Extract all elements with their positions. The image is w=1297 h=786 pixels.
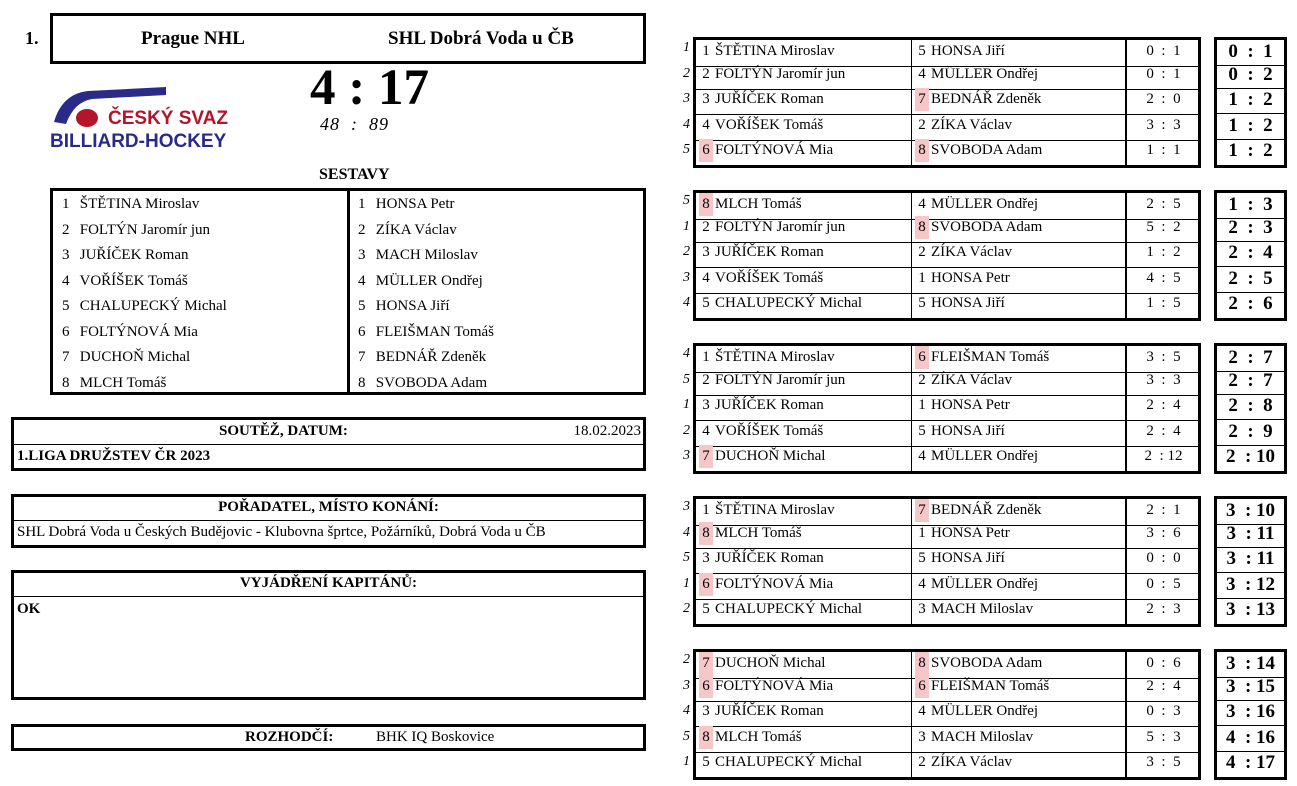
home-player-number: 6: [699, 139, 713, 162]
game-row: [693, 573, 1201, 599]
away-player-number: 3: [918, 728, 926, 745]
away-player-name: BEDNÁŘ Zdeněk: [931, 502, 1042, 518]
running-total: 3 : 16: [1214, 700, 1287, 726]
home-player-name: ŠTĚTINA Miroslav: [715, 502, 835, 518]
away-player-name: MACH Miloslav: [931, 728, 1034, 745]
game-home-player: [696, 547, 911, 573]
game-row: [693, 292, 1201, 321]
home-player-number: 7: [699, 652, 713, 675]
running-total: 4 : 17: [1214, 751, 1287, 780]
captain-statement-label: VYJÁDŘENÍ KAPITÁNŮ:: [239, 575, 418, 591]
home-player-number: 5: [702, 295, 710, 311]
away-player-name: ZÍKA Václav: [931, 116, 1012, 133]
game-score: 2 : 3: [1125, 598, 1200, 624]
home-player-name: MLCH Tomáš: [715, 524, 802, 541]
away-player: 8 SVOBODA Adam: [358, 374, 488, 391]
away-team-name: SHL Dobrá Voda u ČB: [388, 28, 574, 49]
game-away-player: [911, 241, 1125, 267]
running-total: 3 : 10: [1214, 496, 1287, 525]
game-away-player: [911, 63, 1125, 89]
running-total: 2 : 5: [1214, 267, 1287, 293]
game-order: 2: [683, 65, 690, 81]
home-player-name: FOLTÝNOVÁ Mia: [715, 142, 834, 158]
game-order: 4: [683, 295, 690, 310]
game-away-player: [911, 420, 1125, 446]
game-home-player: [696, 394, 911, 420]
game-home-player: [696, 267, 911, 293]
away-player-number: 8: [915, 139, 929, 162]
home-player: 8 MLCH Tomáš: [62, 374, 167, 391]
game-score: 3 : 3: [1125, 114, 1200, 140]
game-score: 0 : 6: [1125, 652, 1200, 678]
teams-header: [50, 13, 646, 64]
away-player-name: HONSA Petr: [931, 524, 1010, 541]
game-away-player: [911, 522, 1125, 548]
away-player-name: ZÍKA Václav: [931, 244, 1012, 260]
game-score: 1 : 2: [1125, 241, 1200, 267]
home-player-name: DUCHOŇ Michal: [715, 448, 826, 464]
game-score: 2 : 0: [1125, 88, 1200, 114]
home-player-name: FOLTÝN Jaromír jun: [715, 65, 846, 82]
running-total: 0 : 1: [1214, 37, 1287, 66]
game-home-player: [696, 88, 911, 114]
game-row: [693, 63, 1201, 89]
game-row: [693, 267, 1201, 293]
game-order: 3: [683, 448, 690, 463]
running-total: 3 : 12: [1214, 573, 1287, 599]
game-away-player: [911, 598, 1125, 624]
away-player-number: 5: [918, 422, 926, 439]
away-player-number: 5: [918, 295, 926, 311]
away-player-number: 8: [915, 652, 929, 675]
away-player-number: 1: [918, 269, 926, 286]
game-order: 4: [683, 116, 690, 132]
game-home-player: [696, 292, 911, 318]
competition-date: 18.02.2023: [573, 423, 641, 439]
home-player-name: VOŘÍŠEK Tomáš: [715, 116, 824, 133]
game-order: 5: [683, 371, 690, 387]
home-player-number: 2: [702, 65, 710, 82]
home-player-name: VOŘÍŠEK Tomáš: [715, 422, 824, 439]
away-player-name: SVOBODA Adam: [931, 142, 1043, 158]
home-player-name: CHALUPECKÝ Michal: [715, 601, 863, 617]
competition-label: SOUTĚŽ, DATUM:: [219, 423, 348, 439]
referee-label: ROZHODČÍ:: [245, 729, 334, 745]
home-player: 5 CHALUPECKÝ Michal: [62, 298, 227, 314]
game-away-player: [911, 292, 1125, 318]
away-player-name: MÜLLER Ondřej: [931, 575, 1039, 592]
game-row: [693, 726, 1201, 752]
running-total: 2 : 9: [1214, 420, 1287, 446]
organizer-label: POŘADATEL, MÍSTO KONÁNÍ:: [218, 499, 439, 515]
game-row: [693, 700, 1201, 726]
running-total: 2 : 8: [1214, 394, 1287, 420]
game-home-player: [696, 573, 911, 599]
running-total: 2 : 7: [1214, 343, 1287, 372]
game-order: 3: [683, 269, 690, 285]
home-player-name: FOLTÝN Jaromír jun: [715, 371, 846, 388]
away-player-number: 1: [918, 397, 926, 413]
away-player-name: SVOBODA Adam: [931, 655, 1043, 671]
home-player-number: 8: [699, 726, 713, 749]
home-player-number: 3: [702, 397, 710, 413]
game-home-player: [696, 675, 911, 701]
final-score: 4 : 17: [310, 60, 429, 116]
home-player-number: 4: [702, 269, 710, 286]
game-away-player: [911, 573, 1125, 599]
home-lineup: [62, 192, 227, 396]
game-score: 1 : 1: [1125, 139, 1200, 165]
game-score: 2 : 4: [1125, 420, 1200, 446]
running-total: 2 : 3: [1214, 216, 1287, 242]
game-row: [693, 241, 1201, 267]
running-total: 3 : 14: [1214, 649, 1287, 678]
game-score: 0 : 5: [1125, 573, 1200, 599]
running-total: 3 : 13: [1214, 598, 1287, 627]
home-player: 2 FOLTÝN Jaromír jun: [62, 221, 211, 238]
home-player: 3 JUŘÍČEK Roman: [62, 247, 189, 263]
home-player-name: VOŘÍŠEK Tomáš: [715, 269, 824, 286]
game-order: 3: [683, 677, 690, 693]
home-player-number: 3: [702, 91, 710, 107]
away-player: 1 HONSA Petr: [358, 196, 455, 212]
game-away-player: [911, 88, 1125, 114]
away-player-name: ZÍKA Václav: [931, 371, 1012, 388]
home-player-name: FOLTÝNOVÁ Mia: [715, 677, 834, 694]
away-player-number: 4: [918, 196, 926, 212]
running-total: 1 : 2: [1214, 114, 1287, 140]
game-score: 0 : 1: [1125, 63, 1200, 89]
home-player-number: 4: [702, 116, 710, 133]
game-away-player: [911, 445, 1125, 471]
game-order: 3: [683, 91, 690, 106]
running-total: 1 : 2: [1214, 88, 1287, 114]
lineups-table: [50, 188, 646, 395]
game-home-player: [696, 369, 911, 395]
game-home-player: [696, 522, 911, 548]
game-score: 3 : 5: [1125, 751, 1200, 777]
home-player-name: CHALUPECKÝ Michal: [715, 295, 863, 311]
away-lineup: [358, 192, 494, 396]
competition-name: 1.LIGA DRUŽSTEV ČR 2023: [17, 448, 211, 464]
away-player-number: 5: [918, 43, 926, 59]
away-player-name: MÜLLER Ondřej: [931, 196, 1039, 212]
game-score: 0 : 0: [1125, 547, 1200, 573]
game-away-player: [911, 216, 1125, 242]
game-order: 2: [683, 244, 690, 259]
away-player: 5 HONSA Jiří: [358, 298, 450, 314]
away-player-number: 4: [918, 448, 926, 464]
game-order: 5: [683, 193, 690, 208]
away-player-number: 6: [915, 675, 929, 698]
away-player-name: HONSA Jiří: [931, 43, 1005, 59]
home-player-number: 6: [699, 675, 713, 698]
away-player-number: 4: [918, 65, 926, 82]
game-away-player: [911, 114, 1125, 140]
game-home-player: [696, 445, 911, 471]
game-row: [693, 522, 1201, 548]
home-player-name: FOLTÝN Jaromír jun: [715, 218, 846, 235]
away-player-number: 2: [918, 754, 926, 770]
game-away-player: [911, 726, 1125, 752]
game-home-player: [696, 139, 911, 165]
federation-logo: [48, 82, 238, 154]
home-player-name: CHALUPECKÝ Michal: [715, 754, 863, 770]
game-home-player: [696, 598, 911, 624]
away-player-number: 7: [915, 88, 929, 111]
home-player-number: 3: [702, 550, 710, 566]
game-score: 4 : 5: [1125, 267, 1200, 293]
game-row: [693, 547, 1201, 573]
away-player: 7 BEDNÁŘ Zdeněk: [358, 349, 487, 365]
divider: [14, 520, 643, 521]
referee-box: [11, 724, 646, 751]
away-player: 2 ZÍKA Václav: [358, 221, 457, 238]
game-away-player: [911, 394, 1125, 420]
game-row: [693, 343, 1201, 372]
game-score: 3 : 6: [1125, 522, 1200, 548]
away-player-number: 4: [918, 575, 926, 592]
game-row: [693, 675, 1201, 701]
away-player: 3 MACH Miloslav: [358, 247, 478, 263]
home-player-name: MLCH Tomáš: [715, 728, 802, 745]
game-row: [693, 37, 1201, 66]
game-away-player: [911, 139, 1125, 165]
away-player-name: HONSA Jiří: [931, 550, 1005, 566]
game-score: 5 : 2: [1125, 216, 1200, 242]
game-away-player: [911, 369, 1125, 395]
away-player-number: 2: [918, 371, 926, 388]
divider: [14, 444, 643, 445]
game-order: 4: [683, 346, 690, 361]
running-total: 3 : 15: [1214, 675, 1287, 701]
game-row: [693, 216, 1201, 242]
divider: [14, 596, 643, 597]
game-row: [693, 369, 1201, 395]
home-player-name: JUŘÍČEK Roman: [715, 550, 824, 566]
home-player-number: 5: [702, 754, 710, 770]
game-order: 4: [683, 524, 690, 540]
round-number: 1.: [25, 28, 39, 48]
home-player-name: MLCH Tomáš: [715, 196, 802, 212]
game-score: 2 : 4: [1125, 394, 1200, 420]
game-order: 5: [683, 142, 690, 157]
game-row: [693, 649, 1201, 678]
running-total: 4 : 16: [1214, 726, 1287, 752]
away-player-number: 8: [915, 216, 929, 239]
home-player-name: ŠTĚTINA Miroslav: [715, 349, 835, 365]
game-home-player: [696, 420, 911, 446]
away-player-name: SVOBODA Adam: [931, 218, 1043, 235]
game-row: [693, 88, 1201, 114]
game-order: 5: [683, 728, 690, 744]
game-away-player: [911, 547, 1125, 573]
referee-name: BHK IQ Boskovice: [376, 729, 495, 745]
game-row: [693, 751, 1201, 780]
game-row: [693, 190, 1201, 219]
home-player-number: 5: [702, 601, 710, 617]
logo-line-1: ČESKÝ SVAZ: [108, 108, 229, 129]
game-away-player: [911, 751, 1125, 777]
away-player-number: 2: [918, 116, 926, 133]
home-player: 6 FOLTÝNOVÁ Mia: [62, 323, 198, 340]
game-order: 5: [683, 550, 690, 565]
home-player-number: 8: [699, 522, 713, 545]
home-player: 4 VOŘÍŠEK Tomáš: [62, 272, 188, 289]
game-away-player: [911, 675, 1125, 701]
game-order: 2: [683, 422, 690, 438]
away-player-name: HONSA Petr: [931, 397, 1010, 413]
home-player-name: JUŘÍČEK Roman: [715, 91, 824, 107]
game-score: 5 : 3: [1125, 726, 1200, 752]
away-player-number: 1: [918, 524, 926, 541]
away-player-name: BEDNÁŘ Zdeněk: [931, 91, 1042, 107]
away-player-name: FLEIŠMAN Tomáš: [931, 349, 1050, 365]
game-home-player: [696, 63, 911, 89]
game-row: [693, 598, 1201, 627]
home-player-number: 4: [702, 422, 710, 439]
running-total: 3 : 11: [1214, 547, 1287, 573]
away-player: 4 MÜLLER Ondřej: [358, 272, 483, 289]
home-player-number: 1: [702, 502, 710, 518]
home-player-number: 2: [702, 371, 710, 388]
away-player-number: 2: [918, 244, 926, 260]
logo-line-2: BILLIARD-HOCKEY: [50, 131, 227, 152]
away-player-number: 4: [918, 703, 926, 719]
game-row: [693, 114, 1201, 140]
game-row: [693, 445, 1201, 474]
home-player: 7 DUCHOŇ Michal: [62, 349, 191, 365]
home-player-name: FOLTÝNOVÁ Mia: [715, 575, 834, 592]
away-player-name: MACH Miloslav: [931, 601, 1034, 617]
game-home-player: [696, 216, 911, 242]
running-total: 1 : 3: [1214, 190, 1287, 219]
goal-score: 48 : 89: [320, 114, 389, 134]
game-row: [693, 139, 1201, 168]
home-team-name: Prague NHL: [141, 28, 245, 49]
game-score: 0 : 3: [1125, 700, 1200, 726]
away-player-name: ZÍKA Václav: [931, 754, 1012, 770]
game-score: 0 : 1: [1125, 40, 1200, 66]
game-order: 2: [683, 601, 690, 616]
home-player-number: 3: [702, 703, 710, 719]
game-order: 4: [683, 703, 690, 718]
running-total: 3 : 11: [1214, 522, 1287, 548]
game-score: 2 : 1: [1125, 499, 1200, 525]
game-score: 2 : 12: [1125, 445, 1200, 471]
home-player-number: 6: [699, 573, 713, 596]
away-player: 6 FLEIŠMAN Tomáš: [358, 323, 495, 340]
game-order: 1: [683, 575, 690, 591]
game-order: 2: [683, 652, 690, 667]
away-player-name: HONSA Petr: [931, 269, 1010, 286]
away-player-name: MÜLLER Ondřej: [931, 448, 1039, 464]
game-order: 1: [683, 218, 690, 234]
game-away-player: [911, 700, 1125, 726]
running-total: 2 : 10: [1214, 445, 1287, 474]
away-player-name: HONSA Jiří: [931, 295, 1005, 311]
game-row: [693, 420, 1201, 446]
home-player-name: JUŘÍČEK Roman: [715, 244, 824, 260]
game-home-player: [696, 726, 911, 752]
game-score: 3 : 3: [1125, 369, 1200, 395]
lineups-divider: [347, 191, 350, 392]
home-player-name: JUŘÍČEK Roman: [715, 397, 824, 413]
home-player-number: 2: [702, 218, 710, 235]
running-total: 2 : 7: [1214, 369, 1287, 395]
game-order: 1: [683, 40, 690, 55]
game-home-player: [696, 700, 911, 726]
home-player-number: 8: [699, 193, 713, 216]
home-player-name: JUŘÍČEK Roman: [715, 703, 824, 719]
captain-statement-box: [11, 570, 646, 700]
game-home-player: [696, 751, 911, 777]
game-score: 2 : 4: [1125, 675, 1200, 701]
game-score: 3 : 5: [1125, 346, 1200, 372]
game-score: 2 : 5: [1125, 193, 1200, 219]
home-player-number: 7: [699, 445, 713, 468]
home-player-number: 1: [702, 349, 710, 365]
game-row: [693, 394, 1201, 420]
game-score: 1 : 5: [1125, 292, 1200, 318]
home-player-name: ŠTĚTINA Miroslav: [715, 43, 835, 59]
away-player-name: FLEIŠMAN Tomáš: [931, 677, 1050, 694]
lineups-title: SESTAVY: [319, 166, 390, 183]
captain-statement-text: OK: [17, 601, 41, 617]
game-order: 1: [683, 754, 690, 769]
running-total: 0 : 2: [1214, 63, 1287, 89]
running-total: 2 : 6: [1214, 292, 1287, 321]
running-total: 2 : 4: [1214, 241, 1287, 267]
game-order: 1: [683, 397, 690, 412]
home-player: 1 ŠTĚTINA Miroslav: [62, 196, 200, 212]
away-player-number: 7: [915, 499, 929, 522]
home-player-number: 3: [702, 244, 710, 260]
game-order: 3: [683, 499, 690, 514]
away-player-number: 5: [918, 550, 926, 566]
away-player-number: 6: [915, 346, 929, 369]
away-player-name: MÜLLER Ondřej: [931, 703, 1039, 719]
home-player-number: 1: [702, 43, 710, 59]
game-home-player: [696, 114, 911, 140]
organizer-text: SHL Dobrá Voda u Českých Budějovic - Klubovna šprtce, Požárníků, Dobrá Voda u ČB: [17, 524, 546, 540]
game-row: [693, 496, 1201, 525]
away-player-number: 3: [918, 601, 926, 617]
home-player-name: DUCHOŇ Michal: [715, 655, 826, 671]
game-home-player: [696, 241, 911, 267]
running-total: 1 : 2: [1214, 139, 1287, 168]
organizer-box: [11, 494, 646, 548]
away-player-name: HONSA Jiří: [931, 422, 1005, 439]
game-away-player: [911, 267, 1125, 293]
away-player-name: MÜLLER Ondřej: [931, 65, 1039, 82]
competition-box: [11, 417, 646, 471]
